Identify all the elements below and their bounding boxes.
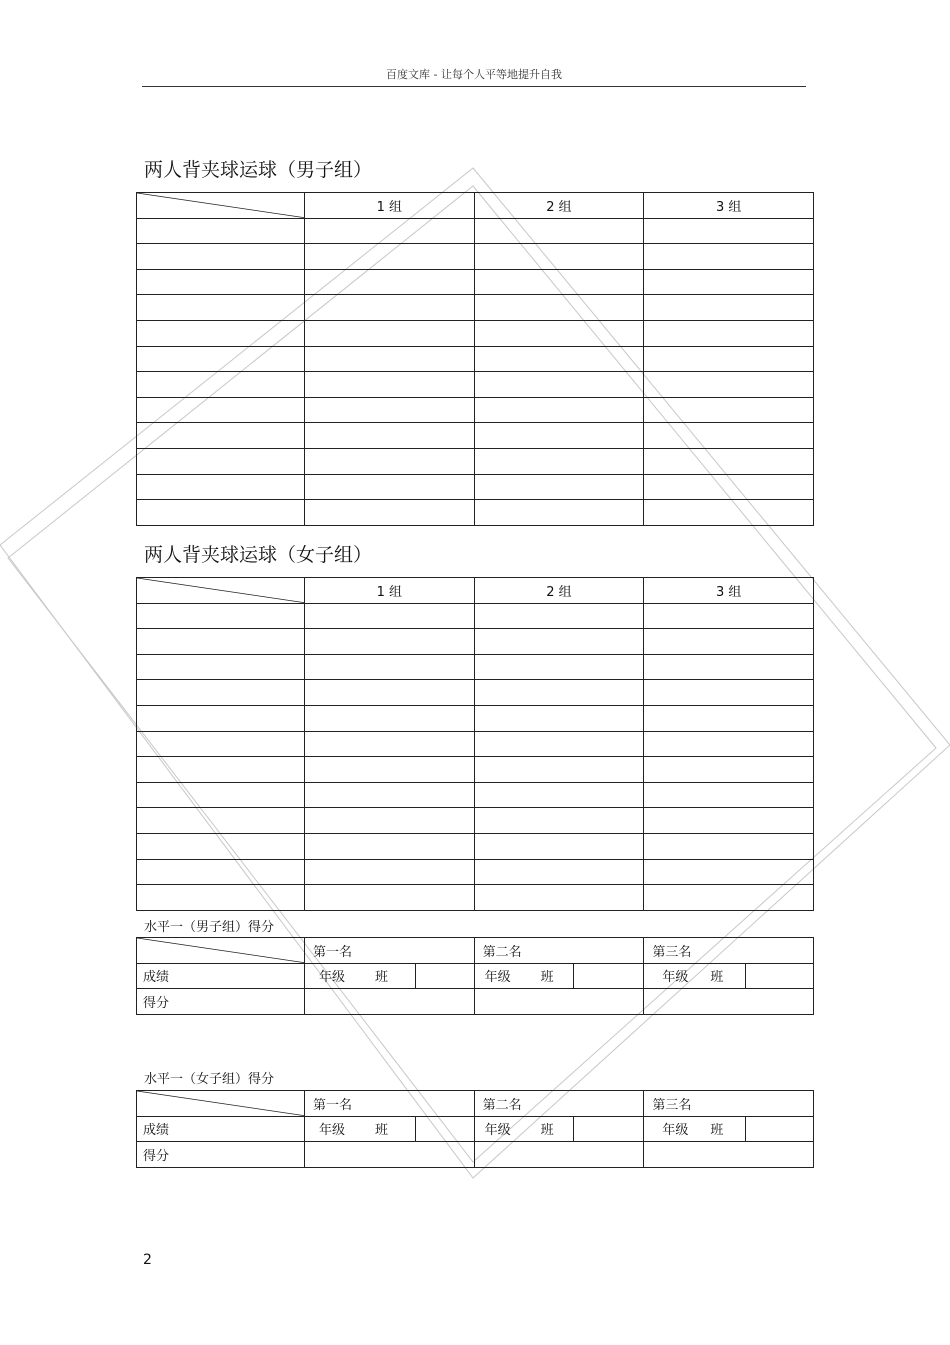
score-row-result bbox=[137, 963, 814, 989]
result-cell-second bbox=[474, 1116, 644, 1142]
table-header-row bbox=[137, 193, 814, 219]
grade-label: 年级 bbox=[319, 970, 346, 986]
diagonal-header-cell bbox=[137, 578, 305, 604]
table-row bbox=[137, 448, 814, 474]
table-row bbox=[137, 782, 814, 808]
row-label-points: 得分 bbox=[137, 989, 305, 1015]
class-label: 班 bbox=[710, 970, 724, 986]
column-header-3: 3 组 bbox=[644, 193, 814, 219]
rank-second: 第二名 bbox=[474, 938, 644, 964]
result-cell-third bbox=[644, 963, 814, 989]
girls-table-title: 两人背夹球运球（女子组） bbox=[144, 544, 373, 566]
diagonal-header-cell bbox=[137, 1091, 305, 1117]
grade-label: 年级 bbox=[484, 1123, 511, 1139]
table-row bbox=[137, 629, 814, 655]
boys-table bbox=[136, 192, 814, 526]
table-row bbox=[137, 295, 814, 321]
table-row bbox=[137, 859, 814, 885]
boys-score-table bbox=[136, 937, 814, 1015]
table-row bbox=[137, 885, 814, 911]
class-label: 班 bbox=[540, 970, 554, 986]
column-header-1: 1 组 bbox=[305, 193, 475, 219]
table-row bbox=[137, 833, 814, 859]
score-header-row bbox=[137, 1091, 814, 1117]
table-row bbox=[137, 320, 814, 346]
class-label: 班 bbox=[540, 1123, 554, 1139]
score-header-row bbox=[137, 938, 814, 964]
rank-third: 第三名 bbox=[644, 1091, 814, 1117]
row-label-points: 得分 bbox=[137, 1142, 305, 1168]
result-cell-first bbox=[305, 963, 475, 989]
table-row bbox=[137, 423, 814, 449]
class-label: 班 bbox=[375, 970, 389, 986]
grade-label: 年级 bbox=[662, 970, 689, 986]
grade-label: 年级 bbox=[484, 970, 511, 986]
rank-first: 第一名 bbox=[305, 1091, 475, 1117]
class-label: 班 bbox=[710, 1123, 724, 1139]
result-cell-first bbox=[305, 1116, 475, 1142]
grade-label: 年级 bbox=[319, 1123, 346, 1139]
rank-second: 第二名 bbox=[474, 1091, 644, 1117]
score-row-result bbox=[137, 1116, 814, 1142]
result-cell-third bbox=[644, 1116, 814, 1142]
score-row-points bbox=[137, 989, 814, 1015]
table-row bbox=[137, 346, 814, 372]
table-row bbox=[137, 269, 814, 295]
page-number: 2 bbox=[143, 1252, 152, 1268]
column-header-1: 1 组 bbox=[305, 578, 475, 604]
table-row bbox=[137, 500, 814, 526]
table-row bbox=[137, 372, 814, 398]
page-header bbox=[142, 66, 806, 87]
class-label: 班 bbox=[375, 1123, 389, 1139]
column-header-3: 3 组 bbox=[644, 578, 814, 604]
table-header-row bbox=[137, 578, 814, 604]
rank-third: 第三名 bbox=[644, 938, 814, 964]
girls-score-table bbox=[136, 1090, 814, 1168]
table-row bbox=[137, 218, 814, 244]
boys-table-title: 两人背夹球运球（男子组） bbox=[144, 159, 373, 181]
diagonal-header-cell bbox=[137, 938, 305, 964]
girls-score-title: 水平一（女子组）得分 bbox=[144, 1072, 275, 1087]
table-row bbox=[137, 244, 814, 270]
column-header-2: 2 组 bbox=[474, 193, 644, 219]
table-row bbox=[137, 731, 814, 757]
row-label-result: 成绩 bbox=[137, 963, 305, 989]
column-header-2: 2 组 bbox=[474, 578, 644, 604]
score-row-points bbox=[137, 1142, 814, 1168]
table-row bbox=[137, 680, 814, 706]
table-row bbox=[137, 654, 814, 680]
table-row bbox=[137, 757, 814, 783]
row-label-result: 成绩 bbox=[137, 1116, 305, 1142]
diagonal-header-cell bbox=[137, 193, 305, 219]
table-row bbox=[137, 397, 814, 423]
table-row bbox=[137, 474, 814, 500]
girls-table bbox=[136, 577, 814, 911]
grade-label: 年级 bbox=[662, 1123, 689, 1139]
table-row bbox=[137, 603, 814, 629]
table-row bbox=[137, 705, 814, 731]
boys-score-title: 水平一（男子组）得分 bbox=[144, 920, 275, 935]
header-text: 百度文库 - 让每个人平等地提升自我 bbox=[386, 68, 562, 81]
rank-first: 第一名 bbox=[305, 938, 475, 964]
result-cell-second bbox=[474, 963, 644, 989]
table-row bbox=[137, 808, 814, 834]
